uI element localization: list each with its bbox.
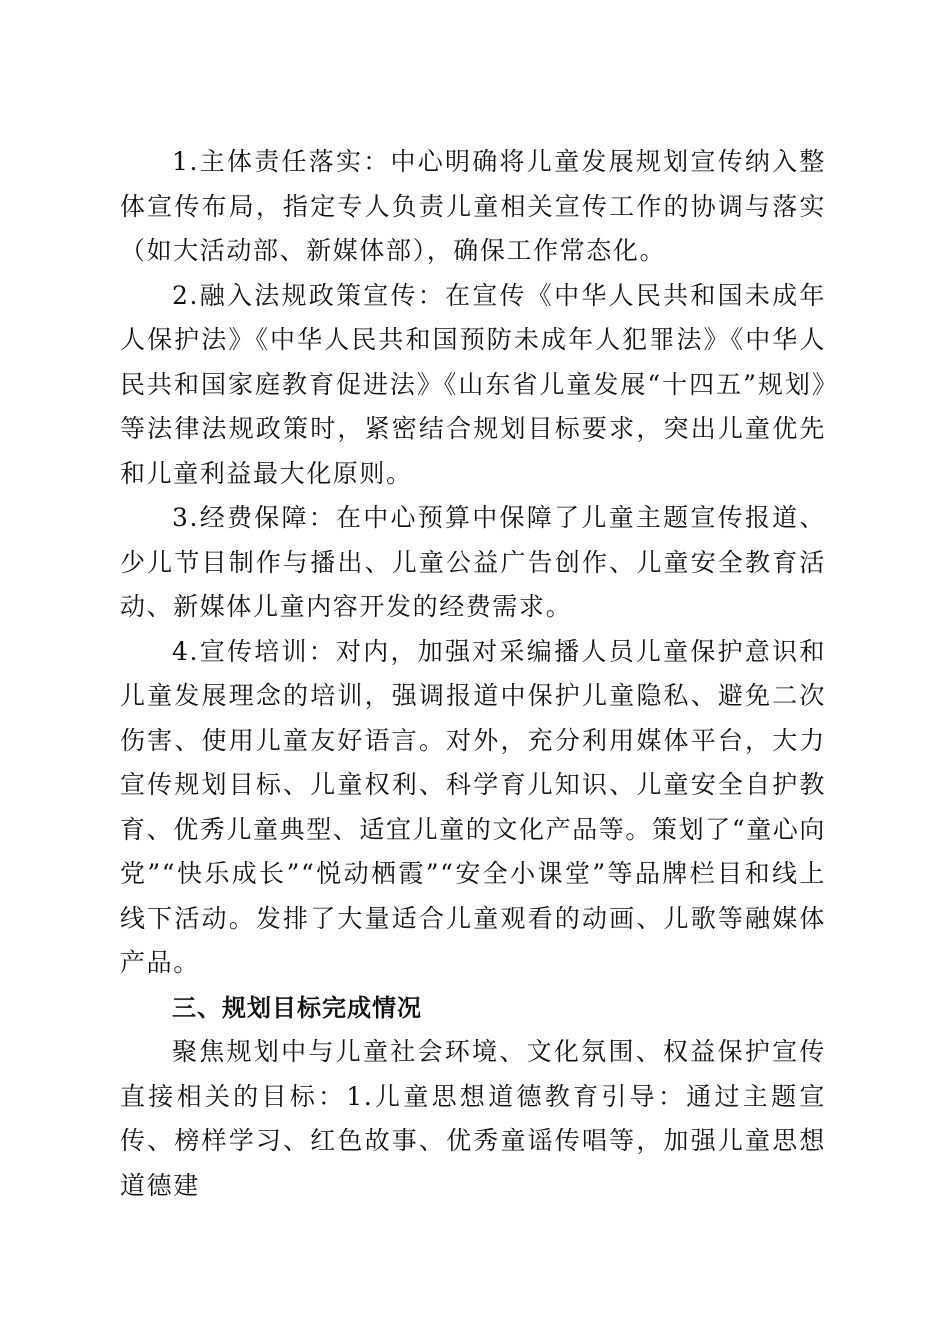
document-body xyxy=(120,140,826,1208)
paragraph-training: 4.宣传培训：对内，加强对采编播人员儿童保护意识和儿童发展理念的培训，强调报道中保护儿童隐私、避免二次伤害、使用儿童友好语言。对外，充分利用媒体平台，大力宣传规划目标、儿童权利、科学育儿知识、儿童安全自护教育、优秀儿童典型、适宜儿童的文化产品等。策划了“童心向党”“快乐成长”“悦动栖霞”“安全小课堂”等品牌栏目和线上线下活动。发排了大量适合儿童观看的动画、儿歌等融媒体产品。 xyxy=(120,636,826,977)
paragraph-policy-publicity: 2.融入法规政策宣传：在宣传《中华人民共和国未成年人保护法》《中华人民共和国预防未成年人犯罪法》《中华人民共和国家庭教育促进法》《山东省儿童发展“十四五”规划》等法律法规政策时，紧密结合规划目标要求，突出儿童优先和儿童利益最大化原则。 xyxy=(120,280,826,488)
paragraph-goals: 聚焦规划中与儿童社会环境、文化氛围、权益保护宣传直接相关的目标：1.儿童思想道德教育引导：通过主题宣传、榜样学习、红色故事、优秀童谣传唱等，加强儿童思想道德建 xyxy=(120,1037,826,1200)
paragraph-funding: 3.经费保障：在中心预算中保障了儿童主题宣传报道、少儿节目制作与播出、儿童公益广告创作、儿童安全教育活动、新媒体儿童内容开发的经费需求。 xyxy=(120,503,826,621)
paragraph-responsibility: 1.主体责任落实：中心明确将儿童发展规划宣传纳入整体宣传布局，指定专人负责儿童相关宣传工作的协调与落实（如大活动部、新媒体部），确保工作常态化。 xyxy=(120,147,826,265)
section-heading: 三、规划目标完成情况 xyxy=(172,993,422,1022)
